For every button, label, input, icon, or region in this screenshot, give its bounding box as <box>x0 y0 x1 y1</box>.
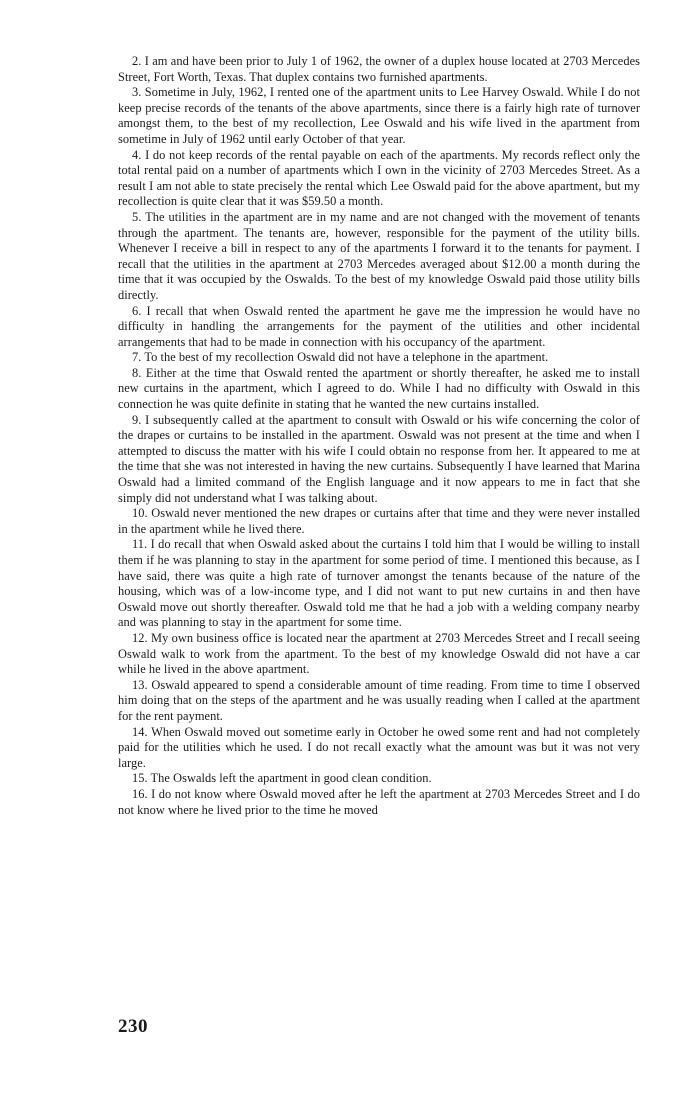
paragraph-16: 16. I do not know where Oswald moved after he left the apartment at 2703 Mercedes Street and I do not know where he lived prior to the time he moved <box>118 786 640 817</box>
paragraph-7: 7. To the best of my recollection Oswald did not have a telephone in the apartment. <box>132 350 549 365</box>
paragraph-10: 10. Oswald never mentioned the new drapes or curtains after that time and they were never installed in the apartment while he lived there. <box>118 506 640 536</box>
paragraph-4: 4. I do not keep records of the rental payable on each of the apartments. My records reflect only the total rental paid on a number of apartments which I own in the vicinity of 2703 Mercedes Street. As a result I am not able to state precisely the rental which Lee Oswald paid for the above apartment, but my recollection is quite clear that it was $59.50 a month. <box>118 147 640 209</box>
page-number: 230 <box>118 1016 148 1037</box>
paragraph-8: 8. Either at the time that Oswald rented the apartment or shortly thereafter, he asked me to install new curtains in the apartment, which I agreed to do. While I had no difficulty with Oswald in this connection he was quite definite in stating that he wanted the new curtains installed. <box>118 365 640 412</box>
paragraph-3: 3. Sometime in July, 1962, I rented one of the apartment units to Lee Harvey Oswald. While I do not keep precise records of the tenants of the above apartments, since there is a fairly high rate of turnover amongst them, to the best of my recollection, Lee Oswald and his wife lived in the apartment from sometime in July of 1962 until early October of that year. <box>118 85 640 146</box>
paragraph-5: 5. The utilities in the apartment are in my name and are not changed with the movement of tenants through the apartment. The tenants are, however, responsible for the payment of the utility bills. Whenever I receive a bill in respect to any of the apartments I forward it to the tenants for payment. I recall that the utilities in the apartment at 2703 Mercedes averaged about $12.00 a month during the time that it was occupied by the Oswalds. To the best of my knowledge Oswald paid those utility bills directly. <box>118 209 640 302</box>
document-body <box>118 54 640 818</box>
paragraph-14: 14. When Oswald moved out sometime early in October he owed some rent and had not completely paid for the utilities which he used. I do not recall exactly what the amount was but it was not very large. <box>118 724 640 770</box>
paragraph-9: 9. I subsequently called at the apartment to consult with Oswald or his wife concerning the color of the drapes or curtains to be installed in the apartment. Oswald was not present at the time and when I attempted to discuss the matter with his wife I could obtain no response from her. It appeared to me at the time that she was not interested in having the new curtains. Subsequently I have learned that Marina Oswald had a limited command of the English language and it now appears to me in fact that she simply did not understand what I was talking about. <box>118 412 640 505</box>
paragraph-6: 6. I recall that when Oswald rented the apartment he gave me the impression he would have no difficulty in handling the arrangements for the payment of the utilities and other incidental arrangements that had to be made in connection with his occupancy of the apartment. <box>118 303 640 349</box>
paragraph-12: 12. My own business office is located near the apartment at 2703 Mercedes Street and I recall seeing Oswald walk to work from the apartment. To the best of my knowledge Oswald did not have a car while he lived in the above apartment. <box>118 630 640 677</box>
paragraph-2: 2. I am and have been prior to July 1 of 1962, the owner of a duplex house located at 2703 Mercedes Street, Fort Worth, Texas. That duplex contains two furnished apartments. <box>118 54 640 84</box>
paragraph-15: 15. The Oswalds left the apartment in good clean condition. <box>132 771 432 786</box>
paragraph-11: 11. I do recall that when Oswald asked about the curtains I told him that I would be willing to install them if he was planning to stay in the apartment for some period of time. I mentioned this because, as I have said, there was quite a high rate of turnover amongst the tenants because of the nature of the housing, which was of a low-income type, and I did not want to put new curtains in and then have Oswald move out shortly thereafter. Oswald told me that he had a job with a welding company nearby and was planning to stay in the apartment for some time. <box>118 537 640 630</box>
paragraph-13: 13. Oswald appeared to spend a considerable amount of time reading. From time to time I observed him doing that on the steps of the apartment and he was usually reading when I called at the apartment for the rent payment. <box>118 677 640 723</box>
